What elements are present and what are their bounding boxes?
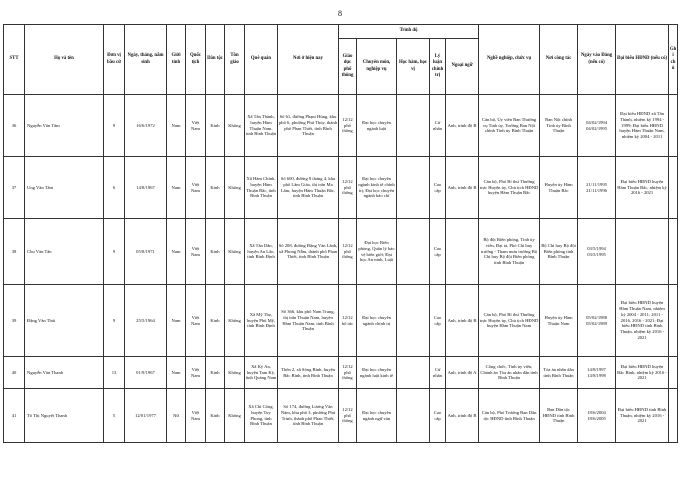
header-hometown: Quê quán: [245, 25, 278, 95]
cell-politics: Cao cấp: [430, 389, 446, 443]
cell-stt: 37: [4, 157, 25, 219]
cell-degree: [397, 389, 430, 443]
cell-party-date: 04/02/1994 04/02/1995: [578, 95, 616, 157]
cell-delegate: Đại biểu HĐND huyện Bắc Bình, nhiệm kỳ 2016 - 2021: [616, 357, 669, 389]
header-politics: Lý luận chính trị: [430, 39, 446, 95]
cell-general-edu: 12/12 phổ thông: [339, 95, 357, 157]
cell-ethnicity: Kinh: [206, 95, 225, 157]
cell-foreign-lang: Anh, trình độ B: [446, 95, 479, 157]
cell-ethnicity: Kinh: [206, 285, 225, 357]
cell-residence: Số 366, khu phố Nam Trung, thị trấn Thuận Nam, huyện Hàm Thuận Nam, tỉnh Bình Thuận: [278, 285, 339, 357]
header-general-edu: Giáo dục phổ thông: [339, 39, 357, 95]
cell-religion: Không: [225, 95, 245, 157]
cell-nationality: Việt Nam: [186, 285, 206, 357]
cell-unit: 9: [104, 95, 125, 157]
cell-ethnicity: Kinh: [206, 219, 225, 285]
cell-name: Tô Thị Nguyệt Thanh: [25, 389, 104, 443]
cell-workplace: Ban Nội chính Tỉnh ủy Bình Thuận: [540, 95, 578, 157]
cell-dob: 16/6/1972: [125, 95, 167, 157]
header-religion: Tôn giáo: [225, 25, 245, 95]
cell-foreign-lang: Anh, trình độ A: [446, 357, 479, 389]
cell-gender: Nam: [167, 357, 186, 389]
cell-occupation: Cán bộ, Phó Bí thư Thường trực Huyện ủy, Chủ tịch HĐND huyện Hàm Thuận Nam: [479, 285, 540, 357]
cell-delegate: Đại biểu HĐND huyện Hàm Thuận Bắc, nhiệm kỳ 2016 - 2021: [616, 157, 669, 219]
cell-delegate: [616, 219, 669, 285]
header-name: Họ và tên: [25, 25, 104, 95]
cell-general-edu: 12/12 phổ thông: [339, 389, 357, 443]
cell-note: [669, 357, 678, 389]
header-foreign-lang: Ngoại ngữ: [446, 39, 479, 95]
cell-politics: Cao cấp: [430, 157, 446, 219]
table-header-row: [4, 25, 678, 39]
cell-foreign-lang: Anh, trình độ B: [446, 157, 479, 219]
cell-name: Chu Văn Tấn: [25, 219, 104, 285]
cell-workplace: Huyện ủy Hàm Thuận Bắc: [540, 157, 578, 219]
header-specialty: Chuyên môn, nghiệp vụ: [357, 39, 397, 95]
cell-specialty: Đại học chuyên ngành kinh tế chính trị; Đại học chuyên ngành báo chí: [357, 157, 397, 219]
cell-unit: 6: [104, 157, 125, 219]
table-row: [4, 157, 678, 219]
table-row: [4, 219, 678, 285]
header-dob: Ngày, tháng, năm sinh: [125, 25, 167, 95]
cell-note: [669, 219, 678, 285]
cell-hometown: Xã Hàm Chính, huyện Hàm Thuận Bắc, tỉnh Bình Thuận: [245, 157, 278, 219]
cell-nationality: Việt Nam: [186, 357, 206, 389]
cell-religion: Không: [225, 389, 245, 443]
cell-name: Nguyễn Văn Thanh: [25, 357, 104, 389]
cell-specialty: Đại học chuyên ngành ngữ văn: [357, 389, 397, 443]
cell-gender: Nam: [167, 157, 186, 219]
cell-specialty: Đại học chuyên ngành luật: [357, 95, 397, 157]
header-gender: Giới tính: [167, 25, 186, 95]
cell-religion: Không: [225, 219, 245, 285]
table-row: [4, 95, 678, 157]
cell-stt: 36: [4, 95, 25, 157]
header-party-date: Ngày vào Đảng (nếu có): [578, 25, 616, 95]
cell-nationality: Việt Nam: [186, 219, 206, 285]
cell-dob: 05/8/1971: [125, 219, 167, 285]
cell-unit: 5: [104, 389, 125, 443]
cell-politics: Cao cấp: [430, 219, 446, 285]
header-degree: Học hàm, học vị: [397, 39, 430, 95]
cell-occupation: Cán bộ, Phó Bí thư Thường trực Huyện ủy, Chủ tịch HĐND huyện Hàm Thuận Bắc: [479, 157, 540, 219]
cell-degree: [397, 95, 430, 157]
cell-religion: Không: [225, 357, 245, 389]
cell-gender: Nam: [167, 219, 186, 285]
cell-note: [669, 95, 678, 157]
cell-politics: Cử nhân: [430, 357, 446, 389]
table-row: [4, 357, 678, 389]
cell-foreign-lang: Anh, trình độ B: [446, 285, 479, 357]
cell-specialty: Đại học chuyên ngành chính trị: [357, 285, 397, 357]
header-workplace: Nơi công tác: [540, 25, 578, 95]
cell-stt: 40: [4, 357, 25, 389]
cell-degree: [397, 219, 430, 285]
header-ethnicity: Dân tộc: [206, 25, 225, 95]
cell-nationality: Việt Nam: [186, 157, 206, 219]
cell-occupation: Bộ đội Biên phòng, Tỉnh ủy viên, Đại tá, Phó Chỉ huy trưởng - Tham mưu trưởng Bộ Chỉ huy Bộ đội Biên phòng tỉnh Bình Thuận: [479, 219, 540, 285]
cell-politics: Cao cấp: [430, 285, 446, 357]
cell-specialty: Đại học chuyên ngành luật kinh tế: [357, 357, 397, 389]
cell-ethnicity: Kinh: [206, 357, 225, 389]
cell-occupation: Công chức, Tỉnh ủy viên, Chánh án Tòa án nhân dân tỉnh Bình Thuận: [479, 357, 540, 389]
cell-politics: Cử nhân: [430, 95, 446, 157]
cell-unit: 9: [104, 285, 125, 357]
candidate-table: [3, 24, 678, 443]
cell-party-date: 05/02/1988 05/02/1989: [578, 285, 616, 357]
header-occupation: Nghề nghiệp, chức vụ: [479, 25, 540, 95]
cell-unit: 9: [104, 219, 125, 285]
cell-religion: Không: [225, 285, 245, 357]
cell-delegate: Đại biểu HĐND huyện Hàm Thuận Nam, nhiệm kỳ 2004 - 2011; 2011 - 2016, 2016 - 2021; Đại biểu HĐND tỉnh Bình Thuận, nhiệm kỳ 2016 - 2021: [616, 285, 669, 357]
header-delegate: Đại biểu HĐND (nếu có): [616, 25, 669, 95]
cell-general-edu: 12/12 phổ thông: [339, 219, 357, 285]
cell-workplace: Bộ Chỉ huy Bộ đội Biên phòng tỉnh Bình Thuận: [540, 219, 578, 285]
cell-nationality: Việt Nam: [186, 389, 206, 443]
cell-name: Nguyễn Văn Tâm: [25, 95, 104, 157]
header-education-group: Trình độ: [339, 25, 479, 39]
cell-workplace: Tòa án nhân dân tỉnh Bình Thuận: [540, 357, 578, 389]
cell-name: Ung Văn Tâm: [25, 157, 104, 219]
cell-gender: Nữ: [167, 389, 186, 443]
cell-note: [669, 157, 678, 219]
cell-hometown: Xã Tân Dân, huyện An Lão, tỉnh Bình Định: [245, 219, 278, 285]
cell-note: [669, 285, 678, 357]
cell-workplace: Ban Dân tộc HĐND tỉnh Bình Thuận: [540, 389, 578, 443]
cell-party-date: 03/5/1994 03/5/1995: [578, 219, 616, 285]
header-stt: STT: [4, 25, 25, 95]
header-nationality: Quốc tịch: [186, 25, 206, 95]
cell-degree: [397, 157, 430, 219]
cell-foreign-lang: Anh, trình độ B: [446, 389, 479, 443]
cell-religion: Không: [225, 157, 245, 219]
cell-dob: 01/9/1967: [125, 357, 167, 389]
header-unit: Đơn vị bầu cử: [104, 25, 125, 95]
cell-general-edu: 12/12 bổ túc: [339, 285, 357, 357]
cell-residence: Số 61, đường Phạm Hùng, khu phố 6, phường Phú Thủy, thành phố Phan Thiết, tỉnh Bình Thuận: [278, 95, 339, 157]
cell-degree: [397, 357, 430, 389]
cell-residence: Số 600, đường 8 tháng 4, khu phố Lâm Giáo, thị trấn Ma Lâm, huyện Hàm Thuận Bắc, tỉnh Bình Thuận: [278, 157, 339, 219]
cell-stt: 41: [4, 389, 25, 443]
page-number: 8: [338, 9, 342, 18]
cell-occupation: Cán bộ, Phó Trưởng Ban Dân tộc HĐND tỉnh Bình Thuận: [479, 389, 540, 443]
cell-party-date: 14/8/1997 14/8/1998: [578, 357, 616, 389]
cell-dob: 25/5/1964: [125, 285, 167, 357]
cell-nationality: Việt Nam: [186, 95, 206, 157]
cell-stt: 39: [4, 285, 25, 357]
cell-ethnicity: Kinh: [206, 157, 225, 219]
cell-gender: Nam: [167, 285, 186, 357]
cell-ethnicity: Kinh: [206, 389, 225, 443]
cell-residence: Số 208, đường Đặng Văn Lãnh, xã Phong Nẫm, thành phố Phan Thiết, tỉnh Bình Thuận: [278, 219, 339, 285]
cell-unit: 13: [104, 357, 125, 389]
cell-general-edu: 12/12 phổ thông: [339, 157, 357, 219]
cell-party-date: 21/11/1995 21/11/1996: [578, 157, 616, 219]
cell-party-date: 18/6/2004 18/6/2005: [578, 389, 616, 443]
cell-residence: Thôn 2, xã Sông Bình, huyện Bắc Bình, tỉnh Bình Thuận: [278, 357, 339, 389]
cell-delegate: Đại biểu HĐND xã Tân Thành, nhiệm kỳ 1994 - 1999; Đại biểu HĐND huyện Hàm Thuận Nam, nhiệm kỳ 2004 - 2011: [616, 95, 669, 157]
header-residence: Nơi ở hiện nay: [278, 25, 339, 95]
cell-general-edu: 12/12 phổ thông: [339, 357, 357, 389]
cell-residence: Số 174, đường Lương Văn Năm, khu phố 3, phường Phú Trinh, thành phố Phan Thiết, tỉnh Bình Thuận: [278, 389, 339, 443]
cell-hometown: Xã Chí Công, huyện Tuy Phong, tỉnh Bình Thuận: [245, 389, 278, 443]
cell-gender: Nam: [167, 95, 186, 157]
table-row: [4, 389, 678, 443]
cell-hometown: Xã Tân Thành, huyện Hàm Thuận Nam, tỉnh Bình Thuận: [245, 95, 278, 157]
cell-delegate: Đại biểu HĐND tỉnh Bình Thuận, nhiệm kỳ 2016 - 2021: [616, 389, 669, 443]
cell-degree: [397, 285, 430, 357]
cell-note: [669, 389, 678, 443]
cell-workplace: Huyện ủy Hàm Thuận Nam: [540, 285, 578, 357]
cell-specialty: Đại học Biên phòng, Quân lý bảo vệ biên giới; Đại học An ninh, Luật: [357, 219, 397, 285]
table-row: [4, 285, 678, 357]
cell-hometown: Xã Mỹ Thọ, huyện Phù Mỹ, tỉnh Bình Định: [245, 285, 278, 357]
cell-stt: 38: [4, 219, 25, 285]
cell-name: Đặng Văn Thái: [25, 285, 104, 357]
cell-hometown: Xã Kỳ An, huyện Tam Kỳ, tỉnh Quảng Nam: [245, 357, 278, 389]
header-note: Ghi chú: [669, 25, 678, 95]
cell-occupation: Cán bộ, Ủy viên Ban Thường vụ Tỉnh ủy, Trưởng Ban Nội chính Tỉnh ủy Bình Thuận: [479, 95, 540, 157]
cell-dob: 14/8/1967: [125, 157, 167, 219]
cell-foreign-lang: [446, 219, 479, 285]
cell-dob: 12/01/1977: [125, 389, 167, 443]
